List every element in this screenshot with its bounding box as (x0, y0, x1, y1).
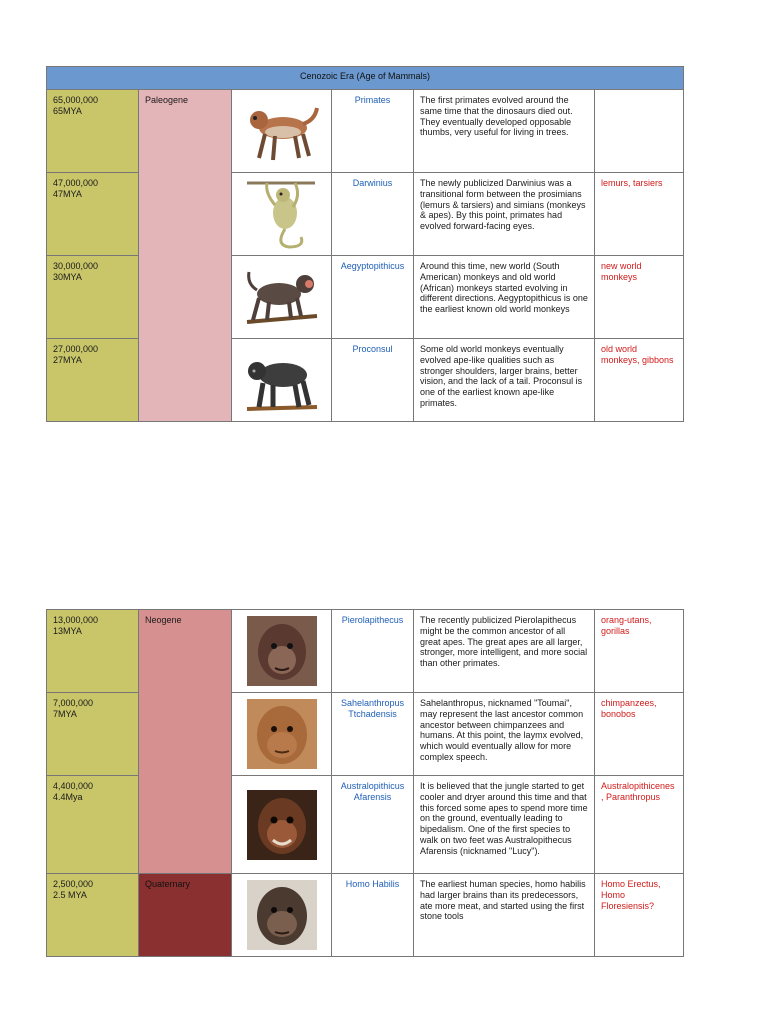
australopithecus-face-icon (232, 776, 332, 874)
related-species: chimpanzees, bonobos (595, 693, 684, 776)
mya-value: 13MYA (53, 625, 82, 636)
species-name: Pierolapithecus (332, 610, 414, 693)
mya-value: 7MYA (53, 708, 77, 719)
years-value: 65,000,000 (53, 95, 99, 105)
mya-value: 2.5 MYA (53, 889, 87, 900)
early-primate-icon (232, 90, 332, 173)
description-text: The recently publicized Pierolapithecus might be the common ancestor of all great apes. The great apes are all larger, stronger, more intelligent, and more social than other primates. (414, 610, 595, 693)
date-cell (47, 339, 139, 422)
description-text: It is believed that the jungle started to get cooler and dryer around this time and that this forced some apes to spend more time on the ground, eventually leading to bipedalism. One of the first species to walk on two feet was Australopithecus Afarensis (nicknamed "Lucy"). (414, 776, 595, 874)
date-cell (47, 776, 139, 874)
years-value: 47,000,000 (53, 178, 99, 188)
species-name: Primates (332, 90, 414, 173)
date-cell (47, 90, 139, 173)
period-quaternary: Quaternary (139, 874, 232, 957)
related-species: new world monkeys (595, 256, 684, 339)
species-name: Proconsul (332, 339, 414, 422)
homo-habilis-face-icon (232, 874, 332, 957)
cenozoic-table-neogene (46, 609, 684, 957)
mya-value: 30MYA (53, 271, 82, 282)
related-species: Homo Erectus, Homo Floresiensis? (595, 874, 684, 957)
species-name: Homo Habilis (332, 874, 414, 957)
mya-value: 27MYA (53, 354, 82, 365)
related-species: orang-utans, gorillas (595, 610, 684, 693)
aegyptopithecus-icon (232, 256, 332, 339)
description-text: Some old world monkeys eventually evolved ape-like qualities such as stronger shoulders, larger brains, better vision, and the lack of a tail. Proconsul is one of the earliest known ape-like primates. (414, 339, 595, 422)
species-name: Australopithicus Afarensis (332, 776, 414, 874)
table-row (47, 90, 684, 173)
pierolapithecus-face-icon (232, 610, 332, 693)
table-header: Cenozoic Era (Age of Mammals) (47, 67, 684, 90)
date-cell (47, 256, 139, 339)
related-species: Australopithicenes, Paranthropus (595, 776, 684, 874)
related-species: lemurs, tarsiers (595, 173, 684, 256)
date-cell (47, 173, 139, 256)
period-paleogene: Paleogene (139, 90, 232, 422)
sahelanthropus-face-icon (232, 693, 332, 776)
description-text: The newly publicized Darwinius was a transitional form between the prosimians (lemurs & tarsiers) and simians (monkeys & apes). By this point, primates had evolved forward-facing eyes. (414, 173, 595, 256)
years-value: 30,000,000 (53, 261, 99, 271)
mya-value: 4.4Mya (53, 791, 83, 802)
period-neogene: Neogene (139, 610, 232, 874)
description-text: The earliest human species, homo habilis had larger brains than its predecessors, ate more meat, and started using the first stone tools (414, 874, 595, 957)
proconsul-icon (232, 339, 332, 422)
description-text: Sahelanthropus, nicknamed "Toumai", may represent the last ancestor common ancestor between chimpanzees and humans. At this point, the laymx evolved, which would eventually allow for more complex speech. (414, 693, 595, 776)
date-cell (47, 874, 139, 957)
description-text: The first primates evolved around the same time that the dinosaurs died out. They eventually developed opposable thumbs, very useful for living in trees. (414, 90, 595, 173)
date-cell (47, 693, 139, 776)
species-name: Sahelanthropus Ttchadensis (332, 693, 414, 776)
years-value: 13,000,000 (53, 615, 99, 625)
table-row (47, 874, 684, 957)
species-name: Aegyptopithicus (332, 256, 414, 339)
darwinius-icon (232, 173, 332, 256)
species-name: Darwinius (332, 173, 414, 256)
description-text: Around this time, new world (South American) monkeys and old world (African) monkeys started evolving in different directions. Aegyptopithicus is one the earliest known old world monkeys (414, 256, 595, 339)
mya-value: 47MYA (53, 188, 82, 199)
years-value: 4,400,000 (53, 781, 94, 791)
date-cell (47, 610, 139, 693)
mya-value: 65MYA (53, 105, 82, 116)
related-species (595, 90, 684, 173)
years-value: 27,000,000 (53, 344, 99, 354)
related-species: old world monkeys, gibbons (595, 339, 684, 422)
years-value: 7,000,000 (53, 698, 94, 708)
table-row (47, 610, 684, 693)
cenozoic-table-paleogene (46, 66, 684, 422)
years-value: 2,500,000 (53, 879, 94, 889)
